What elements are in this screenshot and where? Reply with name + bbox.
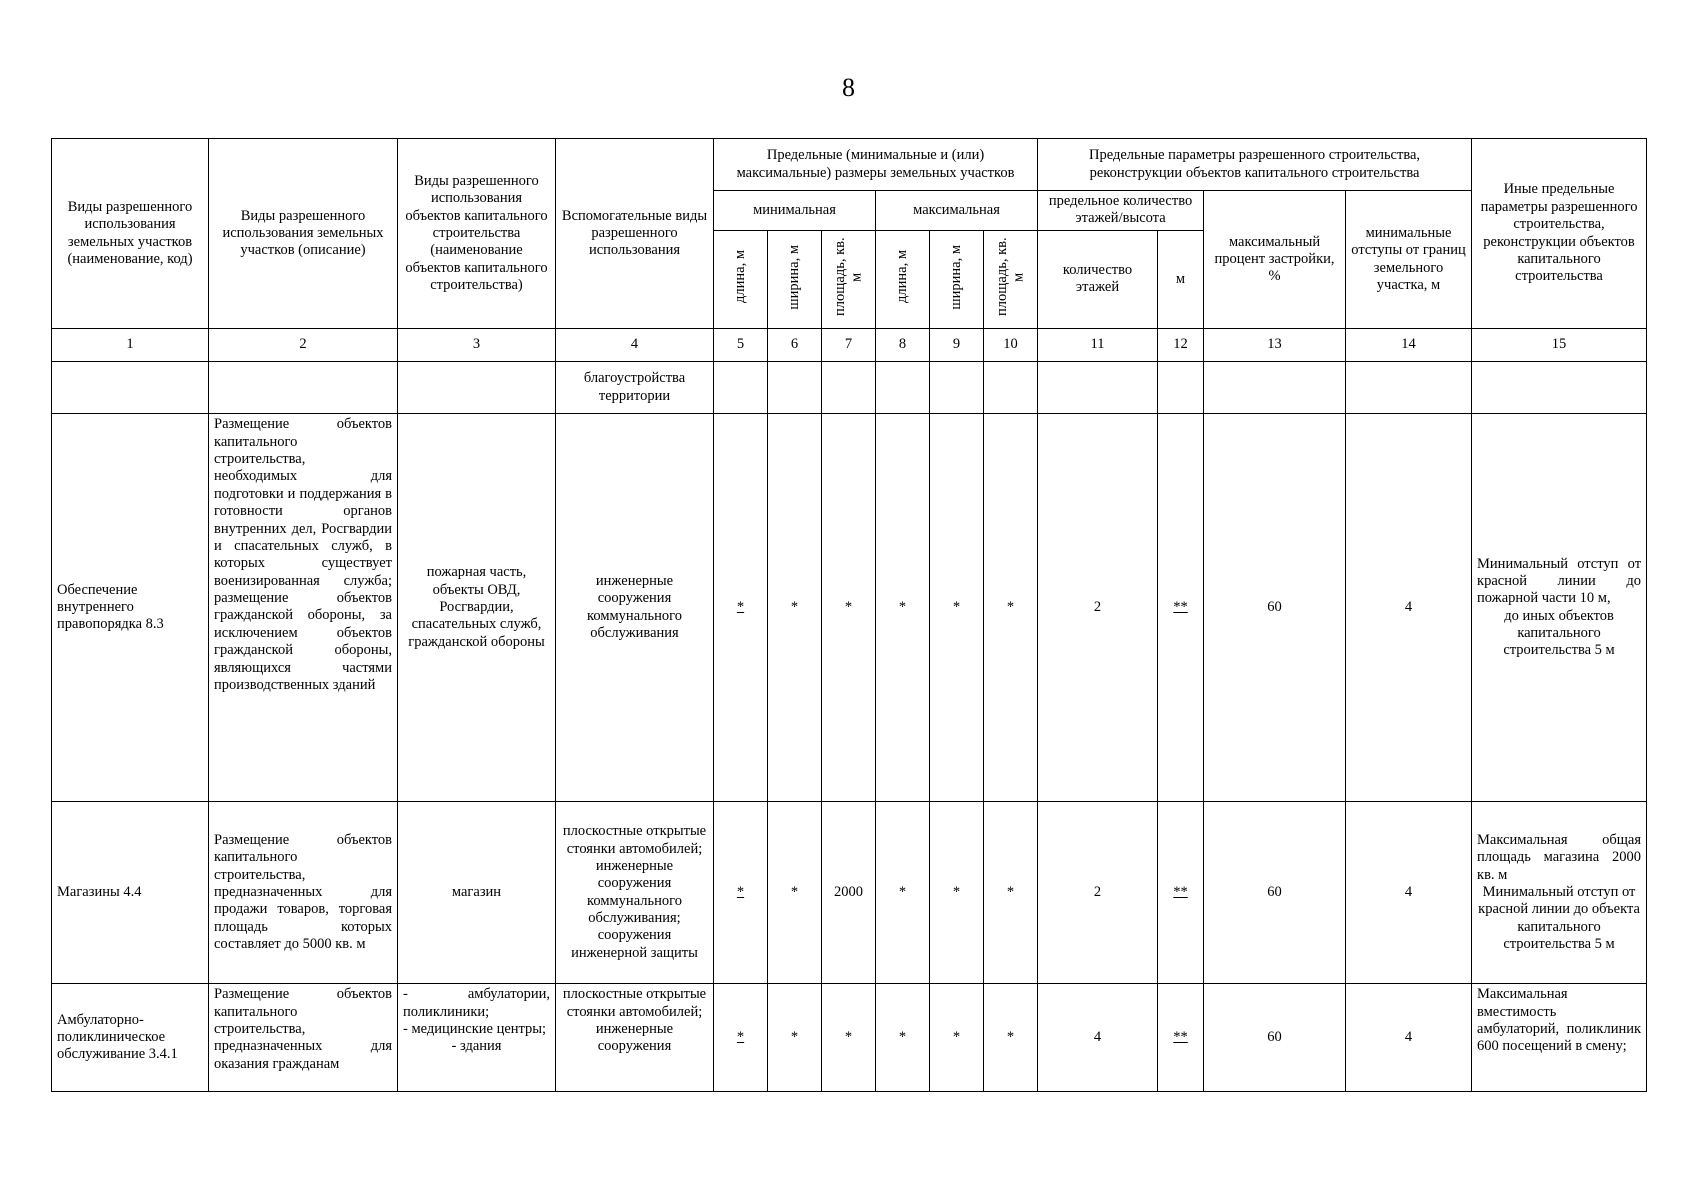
cell-other-params bbox=[1472, 414, 1647, 802]
header-floors: количество этажей bbox=[1038, 230, 1158, 328]
header-max-area: площадь, кв. м bbox=[984, 230, 1038, 328]
table-row-shops bbox=[52, 802, 1647, 984]
header-col4: Вспомогательные виды разрешенного использования bbox=[556, 139, 714, 329]
column-number: 11 bbox=[1038, 329, 1158, 362]
cell-c12 bbox=[1158, 362, 1204, 414]
header-max: максимальная bbox=[876, 191, 1038, 231]
cell-c10 bbox=[984, 362, 1038, 414]
cell-c11 bbox=[1038, 362, 1158, 414]
cell-height: ** bbox=[1158, 802, 1204, 984]
column-number: 14 bbox=[1346, 329, 1472, 362]
cell-max-area: * bbox=[984, 984, 1038, 1092]
cell-auxiliary-uses: плоскостные открытые стоянки автомобилей; инженерные сооружения коммунального обслуживания; сооружения инженерной защиты bbox=[556, 802, 714, 984]
header-meters: м bbox=[1158, 230, 1204, 328]
cell-c14 bbox=[1346, 362, 1472, 414]
cell-floors: 2 bbox=[1038, 414, 1158, 802]
column-number: 5 bbox=[714, 329, 768, 362]
cell-c13 bbox=[1204, 362, 1346, 414]
cell-c3 bbox=[398, 362, 556, 414]
cell-min-setback: 4 bbox=[1346, 802, 1472, 984]
cell-other-params bbox=[1472, 802, 1647, 984]
header-min-length: длина, м bbox=[714, 230, 768, 328]
header-params-group: Предельные параметры разрешенного строительства, реконструкции объектов капитального строительства bbox=[1038, 139, 1472, 191]
object-type-line: - амбулатории, поликлиники; bbox=[403, 986, 550, 1020]
cell-max-area: * bbox=[984, 414, 1038, 802]
cell-c2 bbox=[209, 362, 398, 414]
header-max-width: ширина, м bbox=[930, 230, 984, 328]
header-max-length: длина, м bbox=[876, 230, 930, 328]
other-params-line: Максимальная общая площадь магазина 2000 кв. м bbox=[1477, 831, 1642, 883]
column-number: 15 bbox=[1472, 329, 1647, 362]
cell-c6 bbox=[768, 362, 822, 414]
cell-min-setback: 4 bbox=[1346, 984, 1472, 1092]
cell-max-area: * bbox=[984, 802, 1038, 984]
table-body bbox=[52, 362, 1647, 1092]
cell-c1 bbox=[52, 362, 209, 414]
cell-height: ** bbox=[1158, 414, 1204, 802]
cell-min-length: * bbox=[714, 984, 768, 1092]
cell-min-area: * bbox=[822, 414, 876, 802]
cell-object-types bbox=[398, 984, 556, 1092]
cell-c9 bbox=[930, 362, 984, 414]
header-max-percent: максимальный процент застройки, % bbox=[1204, 191, 1346, 329]
column-number-row bbox=[52, 329, 1647, 362]
cell-max-width: * bbox=[930, 984, 984, 1092]
cell-min-width: * bbox=[768, 802, 822, 984]
regulations-table bbox=[51, 138, 1647, 1092]
cell-min-length: * bbox=[714, 414, 768, 802]
column-number: 13 bbox=[1204, 329, 1346, 362]
column-number: 2 bbox=[209, 329, 398, 362]
header-col1: Виды разрешенного использования земельных участков (наименование, код) bbox=[52, 139, 209, 329]
column-number: 9 bbox=[930, 329, 984, 362]
cell-max-width: * bbox=[930, 802, 984, 984]
table-row-outpatient bbox=[52, 984, 1647, 1092]
cell-c8 bbox=[876, 362, 930, 414]
cell-max-percent: 60 bbox=[1204, 802, 1346, 984]
header-col2: Виды разрешенного использования земельных участков (описание) bbox=[209, 139, 398, 329]
table-row-internal-order bbox=[52, 414, 1647, 802]
cell-max-length: * bbox=[876, 414, 930, 802]
object-type-line: - здания bbox=[451, 1038, 502, 1055]
cell-object-types: пожарная часть, объекты ОВД, Росгвардии, спасательных служб, гражданской обороны bbox=[398, 414, 556, 802]
cell-min-width: * bbox=[768, 414, 822, 802]
cell-object-types: магазин bbox=[398, 802, 556, 984]
cell-height: ** bbox=[1158, 984, 1204, 1092]
cell-min-area: * bbox=[822, 984, 876, 1092]
header-min: минимальная bbox=[714, 191, 876, 231]
header-min-width: ширина, м bbox=[768, 230, 822, 328]
column-number: 6 bbox=[768, 329, 822, 362]
cell-use-description: Размещение объектов капитального строительства, предназначенных для оказания гражданам bbox=[209, 984, 398, 1092]
cell-min-setback: 4 bbox=[1346, 414, 1472, 802]
other-params-line: до иных объектов капитального строительства 5 м bbox=[1503, 607, 1615, 659]
cell-min-area: 2000 bbox=[822, 802, 876, 984]
cell-floors: 2 bbox=[1038, 802, 1158, 984]
cell-max-length: * bbox=[876, 802, 930, 984]
table-row-continuation bbox=[52, 362, 1647, 414]
header-col3: Виды разрешенного использования объектов капитального строительства (наименование объектов капитального строительства) bbox=[398, 139, 556, 329]
column-number: 12 bbox=[1158, 329, 1204, 362]
other-params-line: Минимальный отступ от красной линии до объекта капитального строительства 5 м bbox=[1478, 883, 1640, 953]
cell-auxiliary-uses: инженерные сооружения коммунального обслуживания bbox=[556, 414, 714, 802]
column-number: 10 bbox=[984, 329, 1038, 362]
header-floors-group: предельное количество этажей/высота bbox=[1038, 191, 1204, 231]
cell-max-width: * bbox=[930, 414, 984, 802]
cell-min-width: * bbox=[768, 984, 822, 1092]
cell-max-percent: 60 bbox=[1204, 984, 1346, 1092]
cell-c7 bbox=[822, 362, 876, 414]
column-number: 1 bbox=[52, 329, 209, 362]
cell-use-name: Магазины 4.4 bbox=[52, 802, 209, 984]
column-number: 3 bbox=[398, 329, 556, 362]
table-header bbox=[52, 139, 1647, 362]
cell-c5 bbox=[714, 362, 768, 414]
header-min-area: площадь, кв. м bbox=[822, 230, 876, 328]
cell-min-length: * bbox=[714, 802, 768, 984]
cell-use-name: Амбулаторно-поликлиническое обслуживание 3.4.1 bbox=[52, 984, 209, 1092]
column-number: 7 bbox=[822, 329, 876, 362]
cell-use-name: Обеспечение внутреннего правопорядка 8.3 bbox=[52, 414, 209, 802]
other-params-line: Минимальный отступ от красной линии до пожарной части 10 м, bbox=[1477, 555, 1642, 607]
cell-max-percent: 60 bbox=[1204, 414, 1346, 802]
header-min-setback: минимальные отступы от границ земельного участка, м bbox=[1346, 191, 1472, 329]
column-number: 4 bbox=[556, 329, 714, 362]
column-number: 8 bbox=[876, 329, 930, 362]
object-type-line: - медицинские центры; bbox=[403, 1020, 547, 1037]
cell-max-length: * bbox=[876, 984, 930, 1092]
cell-auxiliary-uses: плоскостные открытые стоянки автомобилей; инженерные сооружения bbox=[556, 984, 714, 1092]
cell-floors: 4 bbox=[1038, 984, 1158, 1092]
header-other: Иные предельные параметры разрешенного строительства, реконструкции объектов капитального строительства bbox=[1472, 139, 1647, 329]
cell-c15 bbox=[1472, 362, 1647, 414]
cell-other-params: Максимальная вместимость амбулаторий, поликлиник 600 посещений в смену; bbox=[1472, 984, 1647, 1092]
cell-use-description: Размещение объектов капитального строительства, необходимых для подготовки и поддержания в готовности органов внутренних дел, Росгвардии и спасательных служб, в которых существует военизированная служба; размещение объектов гражданской обороны, за исключением объектов гражданской обороны, являющихся частями производственных зданий bbox=[209, 414, 398, 802]
cell-use-description: Размещение объектов капитального строительства, предназначенных для продажи товаров, торговая площадь которых составляет до 5000 кв. м bbox=[209, 802, 398, 984]
header-sizes-group: Предельные (минимальные и (или) максимальные) размеры земельных участков bbox=[714, 139, 1038, 191]
page-number: 8 bbox=[842, 73, 855, 102]
cell-c4: благоустройства территории bbox=[556, 362, 714, 414]
